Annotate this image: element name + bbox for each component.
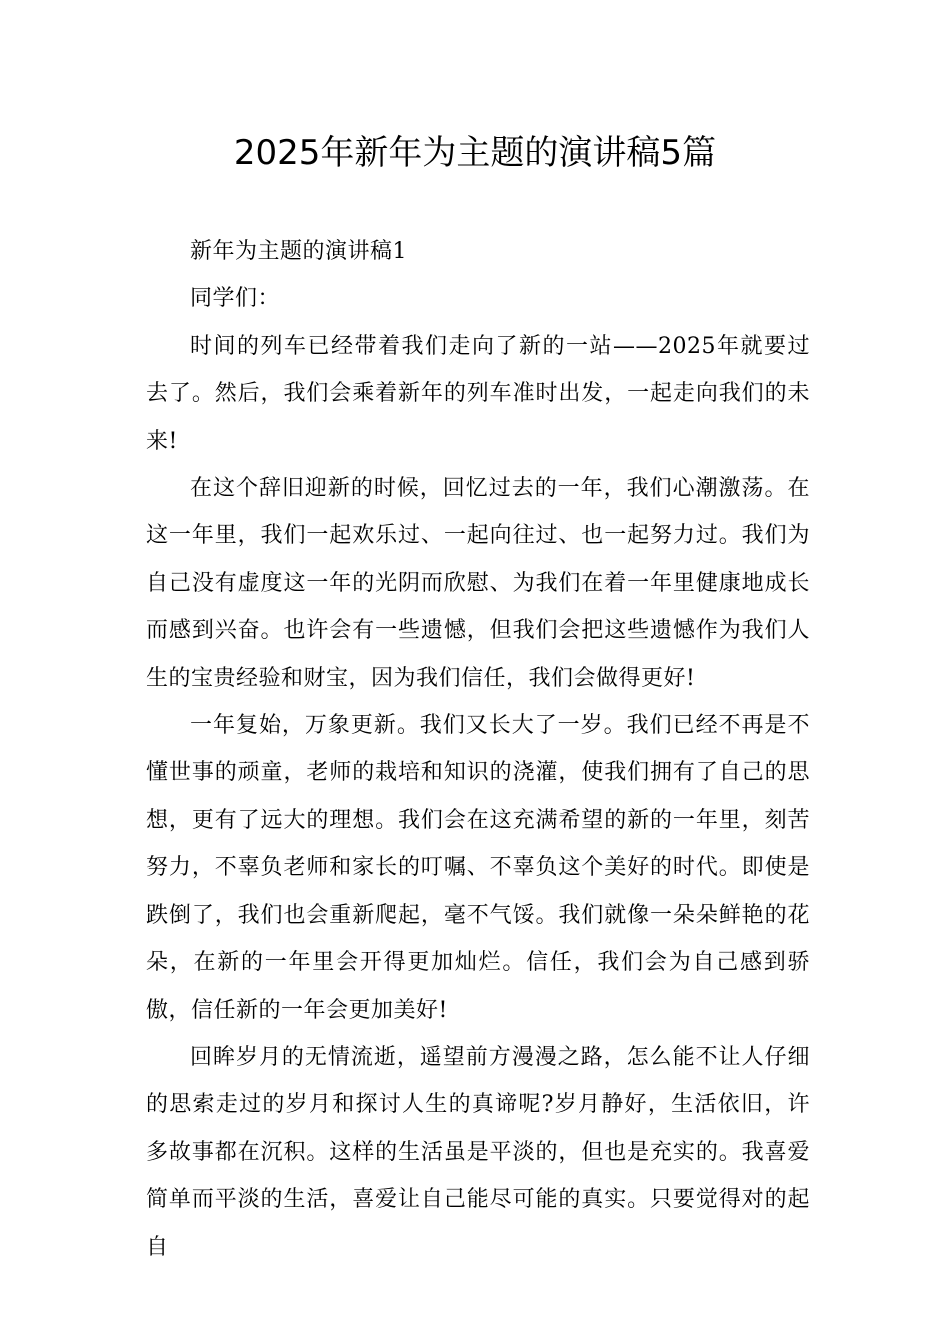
- document-title: 2025年新年为主题的演讲稿5篇: [233, 133, 717, 173]
- paragraph: 在这个辞旧迎新的时候，回忆过去的一年，我们心潮激荡。在这一年里，我们一起欢乐过、一起向往过、也一起努力过。我们为自己没有虚度这一年的光阴而欣慰、为我们在着一年里健康地成长而感到兴奋。也许会有一些遗憾，但我们会把这些遗憾作为我们人生的宝贵经验和财宝，因为我们信任，我们会做得更好!: [146, 476, 810, 691]
- paragraph: 一年复始，万象更新。我们又长大了一岁。我们已经不再是不懂世事的顽童，老师的栽培和知识的浇灌，使我们拥有了自己的思想，更有了远大的理想。我们会在这充满希望的新的一年里，刻苦努力，不辜负老师和家长的叮嘱、不辜负这个美好的时代。即使是跌倒了，我们也会重新爬起，毫不气馁。我们就像一朵朵鲜艳的花朵，在新的一年里会开得更加灿烂。信任，我们会为自己感到骄傲，信任新的一年会更加美好!: [146, 713, 810, 1023]
- document-body: [146, 228, 810, 1271]
- salutation: 同学们：: [190, 286, 281, 312]
- paragraph: 时间的列车已经带着我们走向了新的一站——2025年就要过去了。然后，我们会乘着新年的列车准时出发，一起走向我们的未来!: [146, 333, 810, 454]
- section-heading: 新年为主题的演讲稿1: [190, 239, 407, 264]
- paragraph: 回眸岁月的无情流逝，遥望前方漫漫之路，怎么能不让人仔细的思索走过的岁月和探讨人生的真谛呢?岁月静好，生活依旧，许多故事都在沉积。这样的生活虽是平淡的，但也是充实的。我喜爱简单而平淡的生活，喜爱让自己能尽可能的真实。只要觉得对的起自: [146, 1044, 810, 1260]
